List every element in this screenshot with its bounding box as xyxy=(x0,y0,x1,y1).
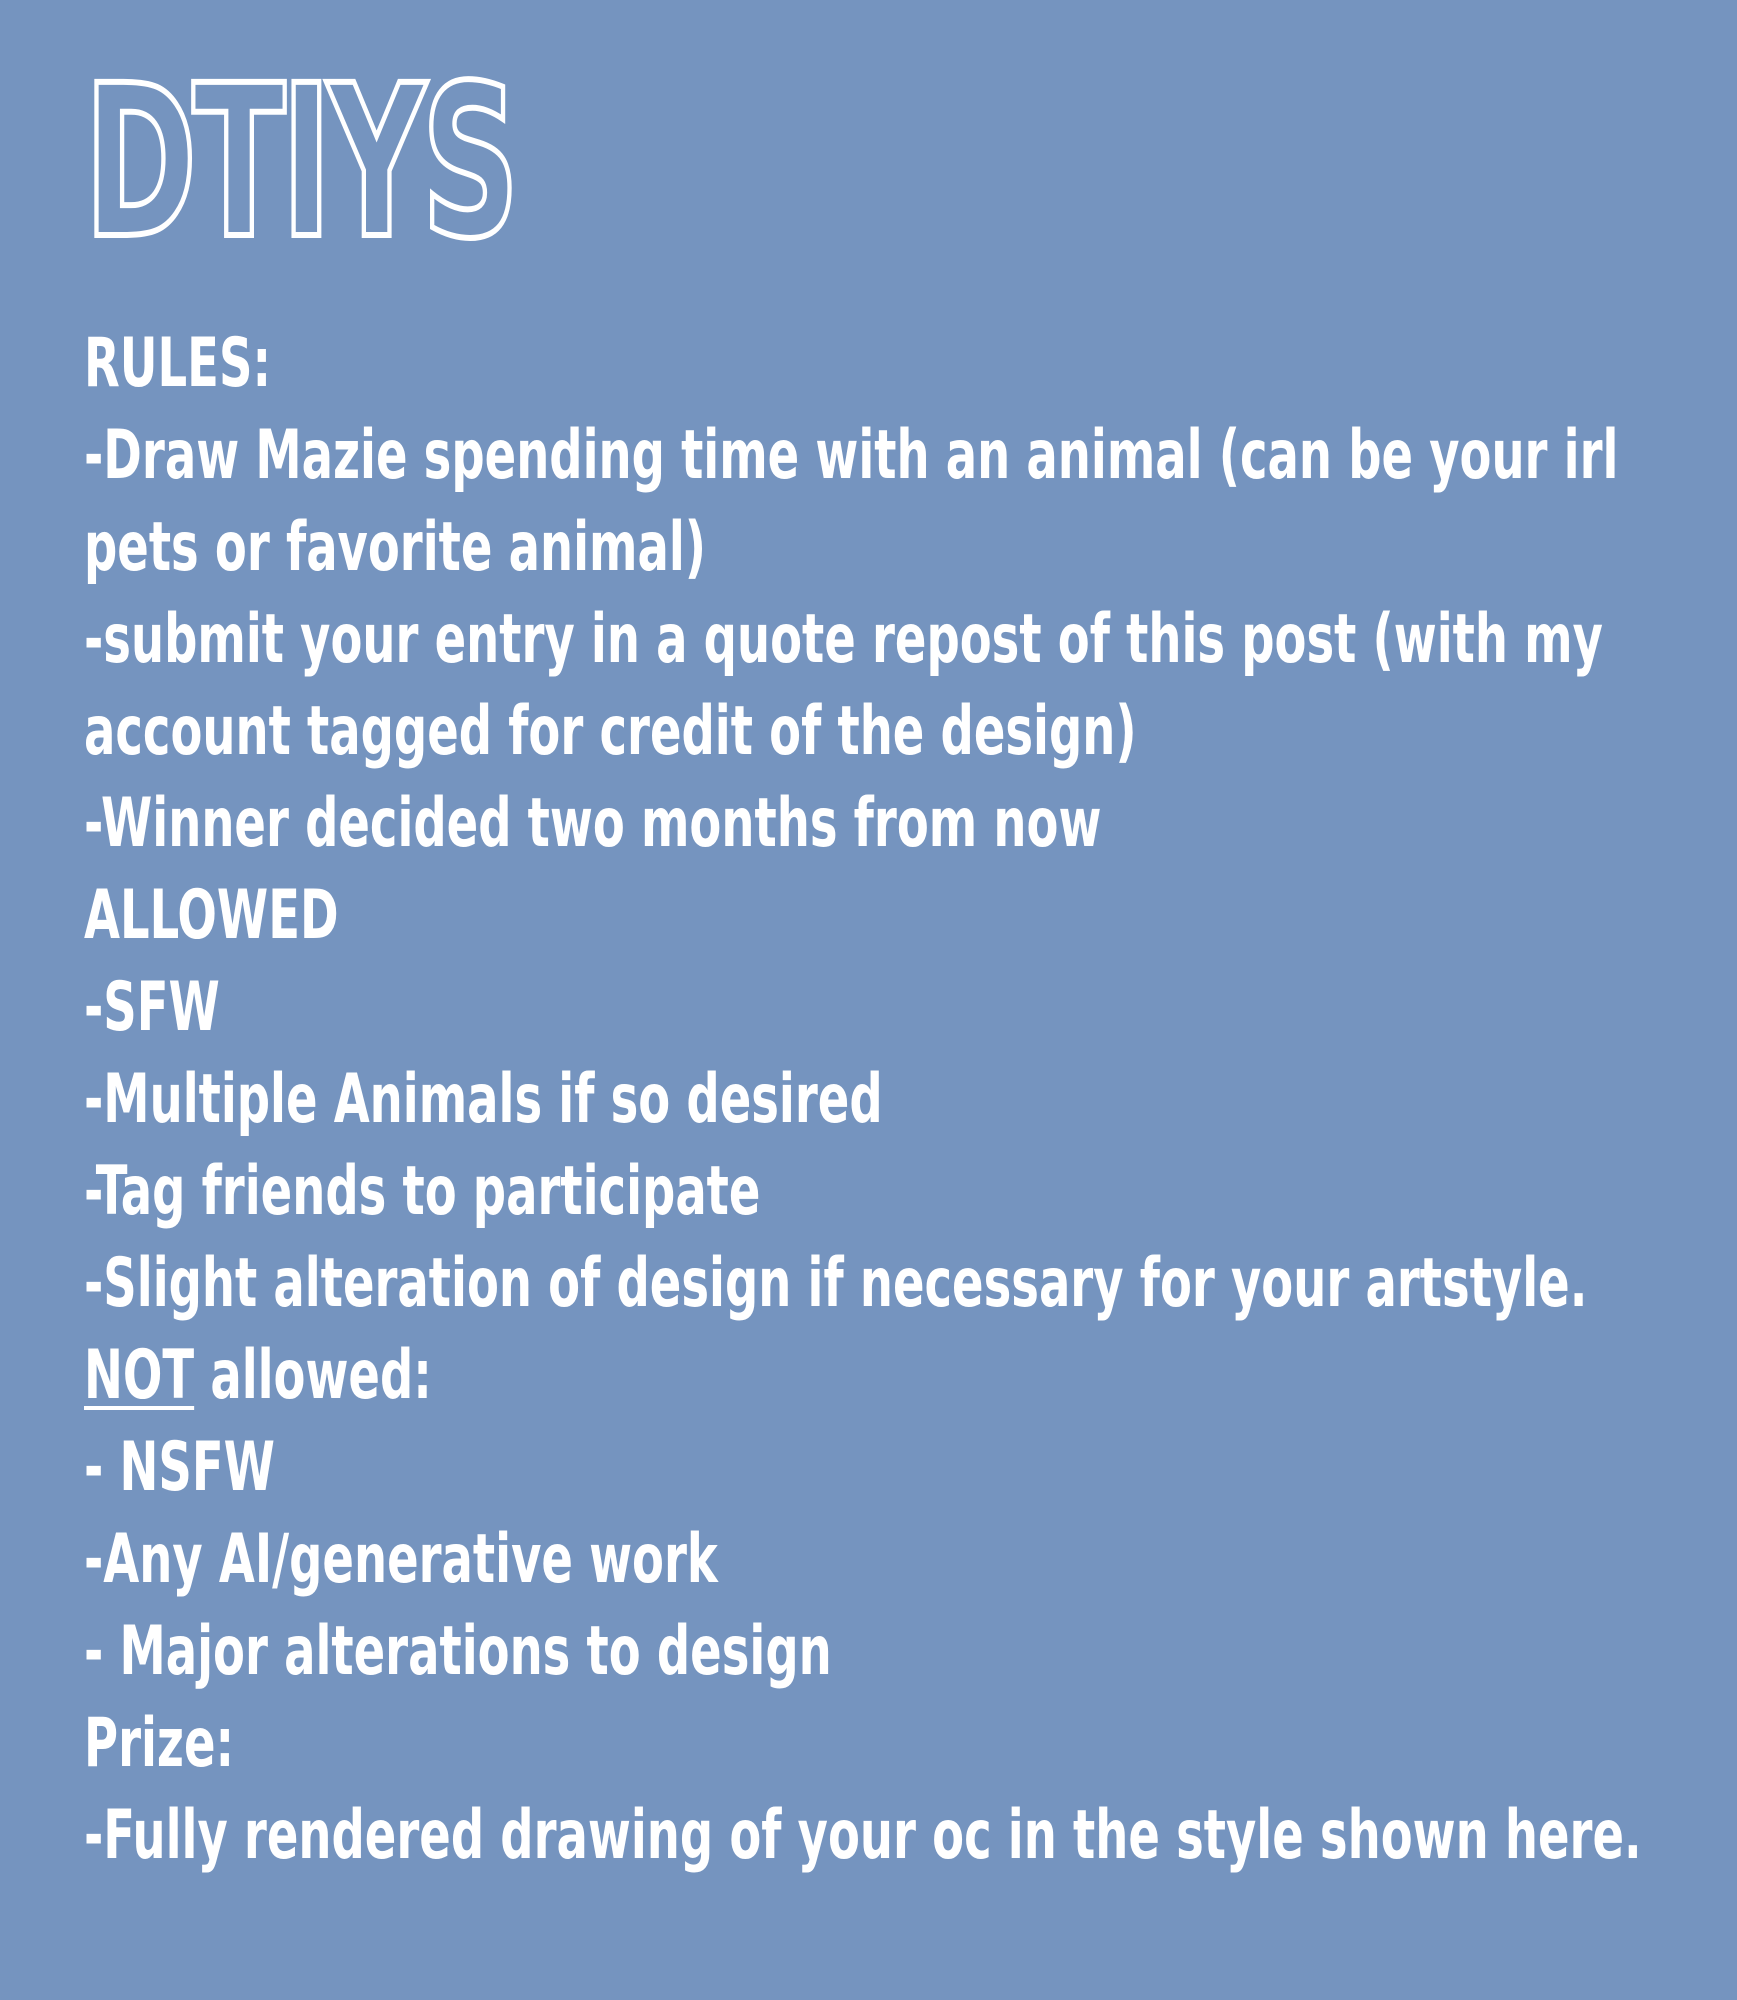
allowed-item: -Multiple Animals if so desired xyxy=(84,1060,883,1139)
allowed-heading: ALLOWED xyxy=(84,876,339,955)
not-allowed-item: - Major alterations to design xyxy=(84,1612,832,1691)
rule-item: -Draw Mazie spending time with an animal (can be your irl pets or favorite animal) xyxy=(84,416,1619,587)
not-allowed-heading-rest: allowed: xyxy=(194,1336,432,1415)
allowed-item: -SFW xyxy=(84,968,220,1047)
not-emphasis: NOT xyxy=(84,1336,195,1415)
not-allowed-item: - NSFW xyxy=(84,1428,275,1507)
not-allowed-heading xyxy=(84,1330,1680,1422)
rule-item: -Winner decided two months from now xyxy=(84,784,1102,863)
allowed-item: -Slight alteration of design if necessary for your artstyle. xyxy=(84,1244,1588,1323)
rule-item: -submit your entry in a quote repost of this post (with my account tagged for credit of the design) xyxy=(84,600,1603,771)
page-title: DTIYS xyxy=(84,40,516,285)
not-allowed-item: -Any AI/generative work xyxy=(84,1520,718,1599)
prize-item: -Fully rendered drawing of your oc in the style shown here. xyxy=(84,1796,1642,1875)
prize-heading: Prize: xyxy=(84,1704,235,1783)
rules-text-block xyxy=(84,318,1680,1882)
allowed-item: -Tag friends to participate xyxy=(84,1152,761,1231)
rules-heading: RULES: xyxy=(84,324,272,403)
